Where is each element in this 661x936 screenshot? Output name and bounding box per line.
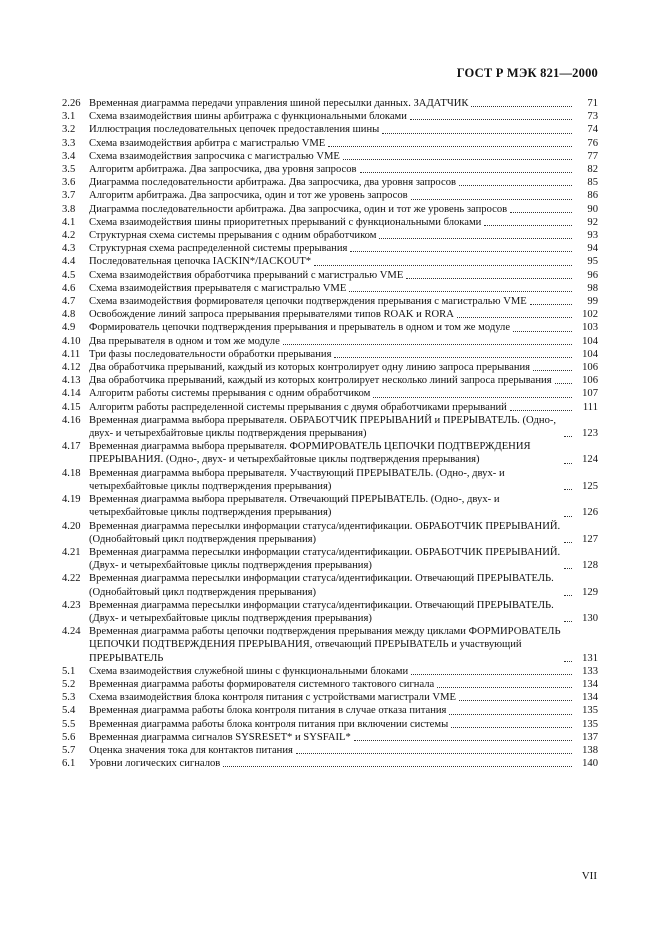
figure-title: Временная диаграмма работы блока контроля питания в случае отказа питания [89, 705, 447, 717]
figure-number: 3.8 [62, 203, 76, 215]
figure-title: Временная диаграмма работы цепочки подтверждения прерывания между циклами ФОРМИРОВАТЕЛЬ ЦЕПОЧКИ ПОДТВЕРЖДЕНИЯ ПРЕРЫВАНИЯ, отвечающий ПРЕРЫВАТЕЛЬ и участвующий ПРЕРЫВАТЕЛЬ [89, 626, 561, 664]
figure-title: Алгоритм арбитража. Два запросчика, один и тот же уровень запросов [89, 190, 408, 202]
toc-entry [62, 757, 598, 770]
figure-title: Схема взаимодействия прерывателя с магистралью VME [89, 282, 347, 294]
page-ref: 93 [587, 230, 598, 242]
entry-body [89, 691, 598, 704]
page-ref: 128 [582, 560, 598, 572]
entry-body [89, 97, 598, 110]
figure-number: 2.26 [62, 98, 81, 109]
entry-body [89, 163, 598, 176]
toc-entry [62, 520, 598, 546]
figure-title: Временная диаграмма пересылки информации статуса/идентификации. ОБРАБОТЧИК ПРЕРЫВАНИЙ. (Двух- и четырехбайтовые циклы подтверждения прерывания) [89, 546, 561, 572]
page-ref: 103 [582, 322, 598, 334]
figure-number: 5.7 [62, 744, 76, 756]
page-ref: 95 [587, 256, 598, 268]
figure-title: Формирователь цепочки подтверждения прерывания и прерыватель в одном и том же модуле [89, 322, 511, 334]
figure-title: Схема взаимодействия обработчика прерываний с магистралью VME [89, 269, 404, 281]
page-number: VII [581, 870, 597, 882]
page-ref: 106 [582, 375, 598, 387]
toc-entry [62, 599, 598, 625]
page-ref: 123 [582, 428, 598, 440]
dot-leader [449, 714, 572, 715]
entry-body [89, 599, 598, 625]
figure-title: Схема взаимодействия шины арбитража с функциональными блоками [89, 111, 407, 123]
toc-entry [62, 572, 598, 598]
toc-entry [62, 308, 598, 321]
entry-body [89, 520, 598, 546]
dot-leader [283, 344, 572, 345]
entry-body [89, 731, 598, 744]
page-ref: 73 [587, 111, 598, 123]
entry-body [89, 757, 598, 770]
dot-leader [382, 133, 572, 134]
figure-number: 5.1 [62, 665, 76, 677]
figure-number: 4.11 [62, 348, 81, 360]
figure-number: 4.1 [62, 216, 76, 228]
dot-leader [564, 489, 572, 490]
toc-entry [62, 216, 598, 229]
entry-body [89, 203, 598, 216]
figure-title: Схема взаимодействия блока контроля питания с устройствами магистрали VME [89, 692, 456, 704]
dot-leader [314, 265, 572, 266]
entry-body [89, 282, 598, 295]
entry-body [89, 242, 598, 255]
page-ref: 126 [582, 507, 598, 519]
figure-title: Уровни логических сигналов [89, 758, 221, 770]
dot-leader [484, 225, 572, 226]
dot-leader [410, 119, 572, 120]
figure-title: Структурная схема распределенной системы прерывания [89, 243, 348, 255]
page-ref: 137 [582, 731, 598, 743]
page-ref: 130 [582, 612, 598, 624]
page-ref: 86 [587, 190, 598, 202]
toc-entry [62, 150, 598, 163]
figure-number: 3.2 [62, 124, 76, 136]
figure-title: Алгоритм работы системы прерывания с одним обработчиком [89, 388, 371, 400]
figure-number: 4.8 [62, 309, 76, 321]
entry-body [89, 308, 598, 321]
figure-title: Временная диаграмма выбора прерывателя. ФОРМИРОВАТЕЛЬ ЦЕПОЧКИ ПОДТВЕРЖДЕНИЯ ПРЕРЫВАНИЯ. (Одно-, двух- и четырехбайтовые циклы подтверждения прерывания) [89, 441, 531, 466]
figure-title: Временная диаграмма выбора прерывателя. Участвующий ПРЕРЫВАТЕЛЬ. (Одно-, двух- и четырехбайтовые циклы подтверждения прерывания) [89, 467, 505, 492]
toc-entry [62, 414, 598, 440]
toc-entry [62, 123, 598, 136]
dot-leader [411, 674, 572, 675]
dot-leader [354, 740, 572, 741]
figure-title: Два обработчика прерываний, каждый из которых контролирует несколько линий запроса прерывания [89, 375, 552, 387]
figure-number: 5.6 [62, 731, 76, 743]
dot-leader [411, 199, 572, 200]
page-ref: 98 [587, 282, 598, 294]
entry-body [89, 374, 598, 387]
toc-entry [62, 691, 598, 704]
dot-leader [406, 278, 572, 279]
figure-title: Диаграмма последовательности арбитража. Два запросчика, один и тот же уровень запросов [89, 203, 508, 215]
figure-title: Временная диаграмма пересылки информации статуса/идентификации. Отвечающий ПРЕРЫВАТЕЛЬ. (Двух- и четырехбайтовые циклы подтверждения прерывания) [89, 599, 554, 624]
toc-entry [62, 282, 598, 295]
toc-entry [62, 137, 598, 150]
figure-number: 3.3 [62, 137, 76, 149]
toc-entry [62, 546, 598, 572]
figure-title: Временная диаграмма передачи управления шиной пересылки данных. ЗАДАТЧИК [89, 98, 469, 109]
dot-leader [530, 304, 572, 305]
toc-entry [62, 242, 598, 255]
entry-body [89, 401, 598, 414]
toc-entry [62, 321, 598, 334]
toc-entry [62, 744, 598, 757]
page-ref: 111 [582, 401, 598, 413]
figure-number: 3.6 [62, 177, 76, 189]
page-ref: 85 [587, 177, 598, 189]
page-ref: 129 [582, 586, 598, 598]
dot-leader [343, 159, 572, 160]
figure-title: Алгоритм работы распределенной системы прерывания с двумя обработчиками прерываний [89, 401, 507, 413]
page-ref: 104 [582, 348, 598, 360]
dot-leader [555, 383, 572, 384]
document-header: ГОСТ Р МЭК 821—2000 [456, 66, 598, 80]
figure-title: Алгоритм арбитража. Два запросчика, два уровня запросов [89, 164, 357, 176]
figure-number: 3.4 [62, 150, 76, 162]
toc-entry [62, 203, 598, 216]
page-ref: 94 [587, 243, 598, 255]
figure-title: Два обработчика прерываний, каждый из которых контролирует одну линию запроса прерывания [89, 362, 531, 374]
entry-body [89, 123, 598, 136]
toc-entry [62, 374, 598, 387]
figure-number: 4.24 [62, 626, 81, 638]
dot-leader [564, 436, 572, 437]
entry-body [89, 335, 598, 348]
page-ref: 77 [587, 150, 598, 162]
dot-leader [564, 542, 572, 543]
entry-body [89, 718, 598, 731]
figure-number: 5.3 [62, 692, 76, 704]
dot-leader [564, 595, 572, 596]
toc-entry [62, 401, 598, 414]
figure-title: Диаграмма последовательности арбитража. Два запросчика, два уровня запросов [89, 177, 456, 189]
entry-body [89, 110, 598, 123]
figure-number: 4.19 [62, 494, 81, 506]
figure-number: 5.4 [62, 705, 76, 717]
page-ref: 90 [587, 203, 598, 215]
page-ref: 104 [582, 335, 598, 347]
page-ref: 138 [582, 744, 598, 756]
dot-leader [564, 661, 572, 662]
figure-number: 4.15 [62, 401, 81, 413]
entry-body [89, 150, 598, 163]
figure-title: Освобождение линий запроса прерывания прерывателями типов ROAK и RORA [89, 309, 454, 321]
figure-number: 4.7 [62, 296, 76, 308]
page-ref: 106 [582, 362, 598, 374]
dot-leader [564, 621, 572, 622]
figure-number: 3.1 [62, 111, 76, 123]
entry-body [89, 361, 598, 374]
figure-title: Оценка значения тока для контактов питания [89, 744, 293, 756]
figure-number: 5.5 [62, 718, 76, 730]
toc-entry [62, 335, 598, 348]
entry-body [89, 269, 598, 282]
toc-entry [62, 255, 598, 268]
entry-body [89, 229, 598, 242]
figure-number: 4.6 [62, 282, 76, 294]
page-ref: 124 [582, 454, 598, 466]
figure-number: 4.2 [62, 230, 76, 242]
dot-leader [459, 700, 572, 701]
toc-entry [62, 731, 598, 744]
figure-number: 4.10 [62, 335, 81, 347]
dot-leader [471, 106, 572, 107]
entry-body [89, 387, 598, 400]
page-ref: 127 [582, 533, 598, 545]
dot-leader [350, 251, 572, 252]
figure-title: Иллюстрация последовательных цепочек предоставления шины [89, 124, 380, 136]
figure-title: Схема взаимодействия запросчика с магистралью VME [89, 150, 340, 162]
figure-number: 4.21 [62, 546, 81, 558]
toc-entry [62, 176, 598, 189]
figure-title: Временная диаграмма пересылки информации статуса/идентификации. ОБРАБОТЧИК ПРЕРЫВАНИЙ. (Однобайтовый цикл подтверждения прерывания) [89, 520, 561, 545]
figure-number: 4.22 [62, 573, 81, 585]
toc-entry [62, 493, 598, 519]
toc-entry [62, 269, 598, 282]
dot-leader [510, 410, 572, 411]
dot-leader [349, 291, 572, 292]
dot-leader [513, 331, 572, 332]
dot-leader [334, 357, 572, 358]
dot-leader [296, 753, 572, 754]
page-ref: 99 [587, 296, 598, 308]
page-ref: 134 [582, 692, 598, 704]
figure-title: Последовательная цепочка IACKIN*/IACKOUT* [89, 256, 312, 268]
page-ref: 102 [582, 309, 598, 321]
page-ref: 76 [587, 137, 598, 149]
figure-number: 4.16 [62, 414, 81, 426]
entry-body [89, 255, 598, 268]
entry-body [89, 321, 598, 334]
entry-body [89, 678, 598, 691]
figure-number: 4.20 [62, 520, 81, 532]
entry-body [89, 176, 598, 189]
figure-title: Временная диаграмма пересылки информации статуса/идентификации. Отвечающий ПРЕРЫВАТЕЛЬ. (Однобайтовый цикл подтверждения прерывания) [89, 573, 554, 598]
entry-body [89, 348, 598, 361]
page-ref: 125 [582, 480, 598, 492]
entry-body [89, 216, 598, 229]
toc-entry [62, 625, 598, 665]
page-ref: 96 [587, 269, 598, 281]
figure-number: 6.1 [62, 758, 76, 770]
figure-title: Временная диаграмма работы формирователя системного тактового сигнала [89, 678, 435, 690]
figure-number: 4.14 [62, 388, 81, 400]
page-ref: 134 [582, 678, 598, 690]
dot-leader [564, 463, 572, 464]
toc-entry [62, 189, 598, 202]
figure-number: 4.9 [62, 322, 76, 334]
dot-leader [564, 568, 572, 569]
entry-body [89, 546, 598, 572]
dot-leader [451, 727, 572, 728]
dot-leader [510, 212, 572, 213]
toc-entry [62, 163, 598, 176]
entry-body [89, 493, 598, 519]
toc-entry [62, 678, 598, 691]
toc-entry [62, 229, 598, 242]
figure-number: 4.3 [62, 243, 76, 255]
entry-body [89, 295, 598, 308]
figure-number: 4.23 [62, 599, 81, 611]
dot-leader [328, 146, 572, 147]
entry-body [89, 744, 598, 757]
figure-title: Схема взаимодействия служебной шины с функциональными блоками [89, 665, 409, 677]
figure-title: Схема взаимодействия формирователя цепочки подтверждения прерывания с магистралью VME [89, 296, 527, 308]
toc-entry [62, 704, 598, 717]
figure-title: Временная диаграмма работы блока контроля питания при включении системы [89, 718, 449, 730]
entry-body [89, 189, 598, 202]
dot-leader [223, 766, 572, 767]
toc-entry [62, 348, 598, 361]
figure-number: 4.4 [62, 256, 76, 268]
page-ref: 71 [587, 98, 598, 109]
figure-title: Три фазы последовательности обработки прерывания [89, 348, 332, 360]
figure-title: Временная диаграмма сигналов SYSRESET* и SYSFAIL* [89, 731, 351, 743]
entry-body [89, 137, 598, 150]
toc-entry [62, 295, 598, 308]
dot-leader [533, 370, 572, 371]
toc-entry [62, 97, 598, 110]
toc-entry [62, 665, 598, 678]
figure-number: 3.5 [62, 164, 76, 176]
entry-body [89, 414, 598, 440]
figure-title: Временная диаграмма выбора прерывателя. ОБРАБОТЧИК ПРЕРЫВАНИЙ и ПРЕРЫВАТЕЛЬ. (Одно-, двух- и четырехбайтовые циклы подтверждения прерывания) [89, 414, 557, 440]
page-ref: 135 [582, 705, 598, 717]
page-ref: 133 [582, 665, 598, 677]
dot-leader [373, 397, 572, 398]
figure-title: Схема взаимодействия шины приоритетных прерываний с функциональными блоками [89, 216, 482, 228]
page-ref: 82 [587, 164, 598, 176]
page-ref: 74 [587, 124, 598, 136]
dot-leader [459, 185, 572, 186]
figure-number: 4.17 [62, 441, 81, 453]
dot-leader [564, 516, 572, 517]
entry-body [89, 440, 598, 466]
dot-leader [437, 687, 572, 688]
page-ref: 135 [582, 718, 598, 730]
figure-title: Схема взаимодействия арбитра с магистралью VME [89, 137, 326, 149]
page-ref: 131 [582, 652, 598, 664]
entry-body [89, 704, 598, 717]
figure-list [62, 97, 598, 770]
dot-leader [360, 172, 572, 173]
figure-number: 5.2 [62, 678, 76, 690]
entry-body [89, 572, 598, 598]
figure-number: 4.5 [62, 269, 76, 281]
page-ref: 107 [582, 388, 598, 400]
dot-leader [457, 317, 572, 318]
figure-number: 4.12 [62, 362, 81, 374]
entry-body [89, 665, 598, 678]
figure-title: Два прерывателя в одном и том же модуле [89, 335, 280, 347]
page-ref: 140 [582, 758, 598, 770]
toc-entry [62, 467, 598, 493]
figure-number: 3.7 [62, 190, 76, 202]
entry-body [89, 467, 598, 493]
page-ref: 92 [587, 216, 598, 228]
entry-body [89, 625, 598, 665]
figure-number: 4.13 [62, 375, 81, 387]
toc-entry [62, 440, 598, 466]
toc-entry [62, 718, 598, 731]
dot-leader [379, 238, 572, 239]
toc-entry [62, 361, 598, 374]
toc-entry [62, 387, 598, 400]
toc-entry [62, 110, 598, 123]
figure-number: 4.18 [62, 467, 81, 479]
figure-title: Временная диаграмма выбора прерывателя. Отвечающий ПРЕРЫВАТЕЛЬ. (Одно-, двух- и четырехбайтовые циклы подтверждения прерывания) [89, 494, 500, 519]
figure-title: Структурная схема системы прерывания с одним обработчиком [89, 230, 377, 242]
